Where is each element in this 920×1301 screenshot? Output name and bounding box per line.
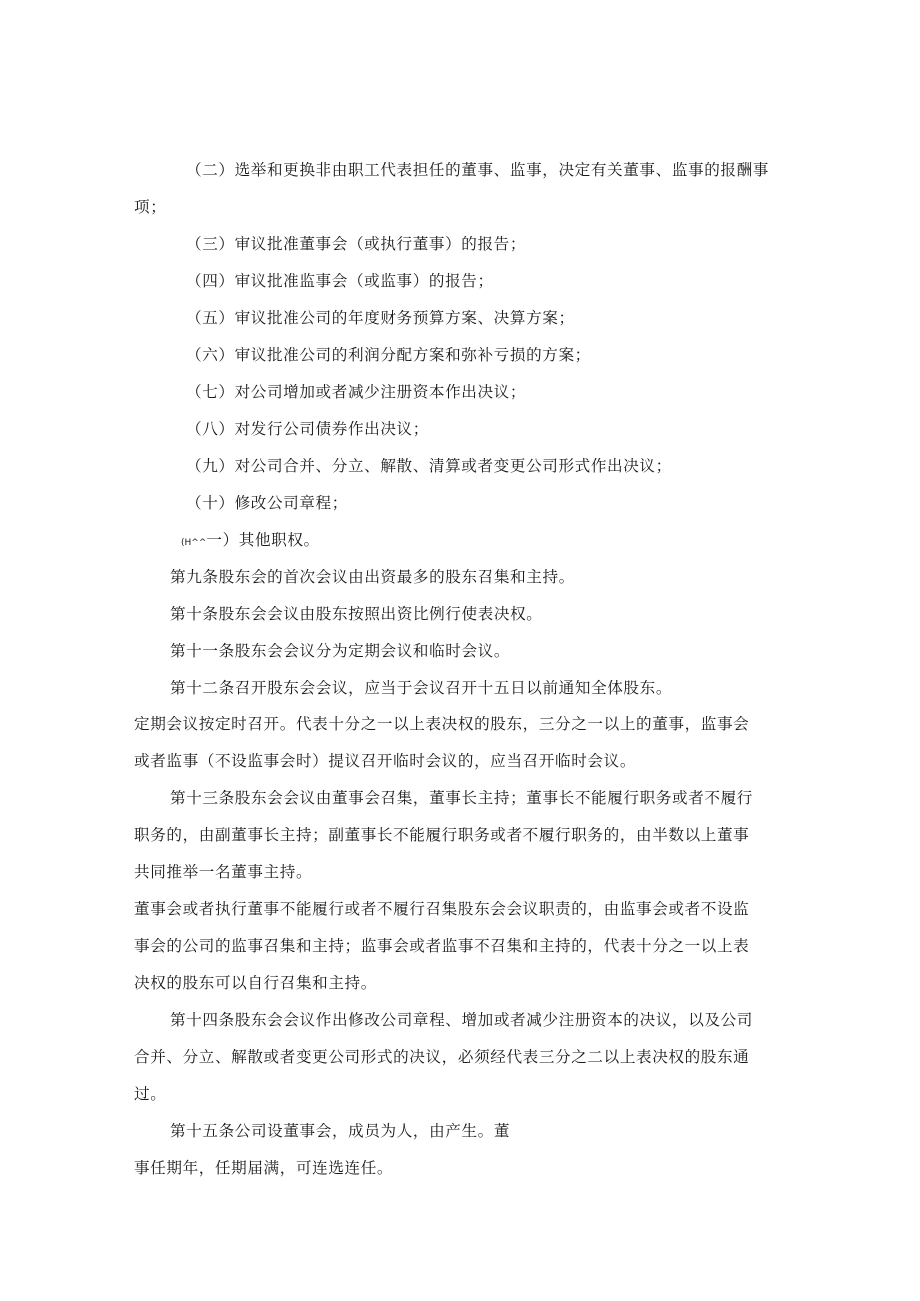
item-3: （三）审议批准董事会（或执行董事）的报告； — [186, 235, 527, 253]
item-8: （八）对发行公司债券作出决议； — [186, 420, 429, 438]
item-6: （六）审议批准公司的利润分配方案和弥补亏损的方案； — [186, 346, 591, 364]
item-11 — [181, 530, 320, 553]
item-7: （七）对公司增加或者减少注册资本作出决议； — [186, 383, 527, 401]
article-12-line-1: 第十二条召开股东会会议，应当于会议召开十五日以前通知全体股东。 — [170, 679, 673, 697]
item-9: （九）对公司合并、分立、解散、清算或者变更公司形式作出决议； — [186, 457, 672, 475]
article-12-line-2: 定期会议按定时召开。代表十分之一以上表决权的股东，三分之一以上的董事，监事会 — [134, 715, 750, 733]
article-14-line-1: 第十四条股东会会议作出修改公司章程、增加或者减少注册资本的决议，以及公司 — [170, 1011, 753, 1029]
article-15-line-2: 事任期年，任期届满，可连选连任。 — [134, 1159, 394, 1177]
article-13-line-4: 董事会或者执行董事不能履行或者不履行召集股东会会议职责的，由监事会或者不设监 — [134, 900, 750, 918]
item-11-text: 一）其他职权。 — [206, 531, 320, 549]
article-12-line-3: 或者监事（不设监事会时）提议召开临时会议的，应当召开临时会议。 — [134, 752, 637, 770]
article-15-line-1: 第十五条公司设董事会，成员为人，由产生。董 — [170, 1122, 511, 1140]
article-9: 第九条股东会的首次会议由出资最多的股东召集和主持。 — [170, 568, 575, 586]
article-13-line-2: 职务的，由副董事长主持；副董事长不能履行职务或者不履行职务的，由半数以上董事 — [134, 826, 750, 844]
item-10: （十）修改公司章程； — [186, 494, 348, 512]
article-13-line-5: 事会的公司的监事召集和主持；监事会或者监事不召集和主持的，代表十分之一以上表 — [134, 937, 750, 955]
article-13-line-1: 第十三条股东会会议由董事会召集，董事长主持；董事长不能履行职务或者不履行 — [170, 789, 753, 807]
item-5: （五）审议批准公司的年度财务预算方案、决算方案； — [186, 309, 575, 327]
article-11: 第十一条股东会会议分为定期会议和临时会议。 — [170, 642, 511, 660]
item-2-line-1: （二）选举和更换非由职工代表担任的董事、监事，决定有关董事、监事的报酬事 — [186, 161, 769, 179]
item-4: （四）审议批准监事会（或监事）的报告； — [186, 272, 494, 290]
article-14-line-3: 过。 — [134, 1085, 167, 1103]
item-11-mark: (H^^ — [181, 538, 207, 548]
article-14-line-2: 合并、分立、解散或者变更公司形式的决议，必须经代表三分之二以上表决权的股东通 — [134, 1048, 750, 1066]
item-2-line-2: 项； — [134, 198, 167, 216]
article-13-line-6: 决权的股东可以自行召集和主持。 — [134, 974, 377, 992]
article-10: 第十条股东会会议由股东按照出资比例行使表决权。 — [170, 605, 543, 623]
article-13-line-3: 共同推举一名董事主持。 — [134, 863, 313, 881]
